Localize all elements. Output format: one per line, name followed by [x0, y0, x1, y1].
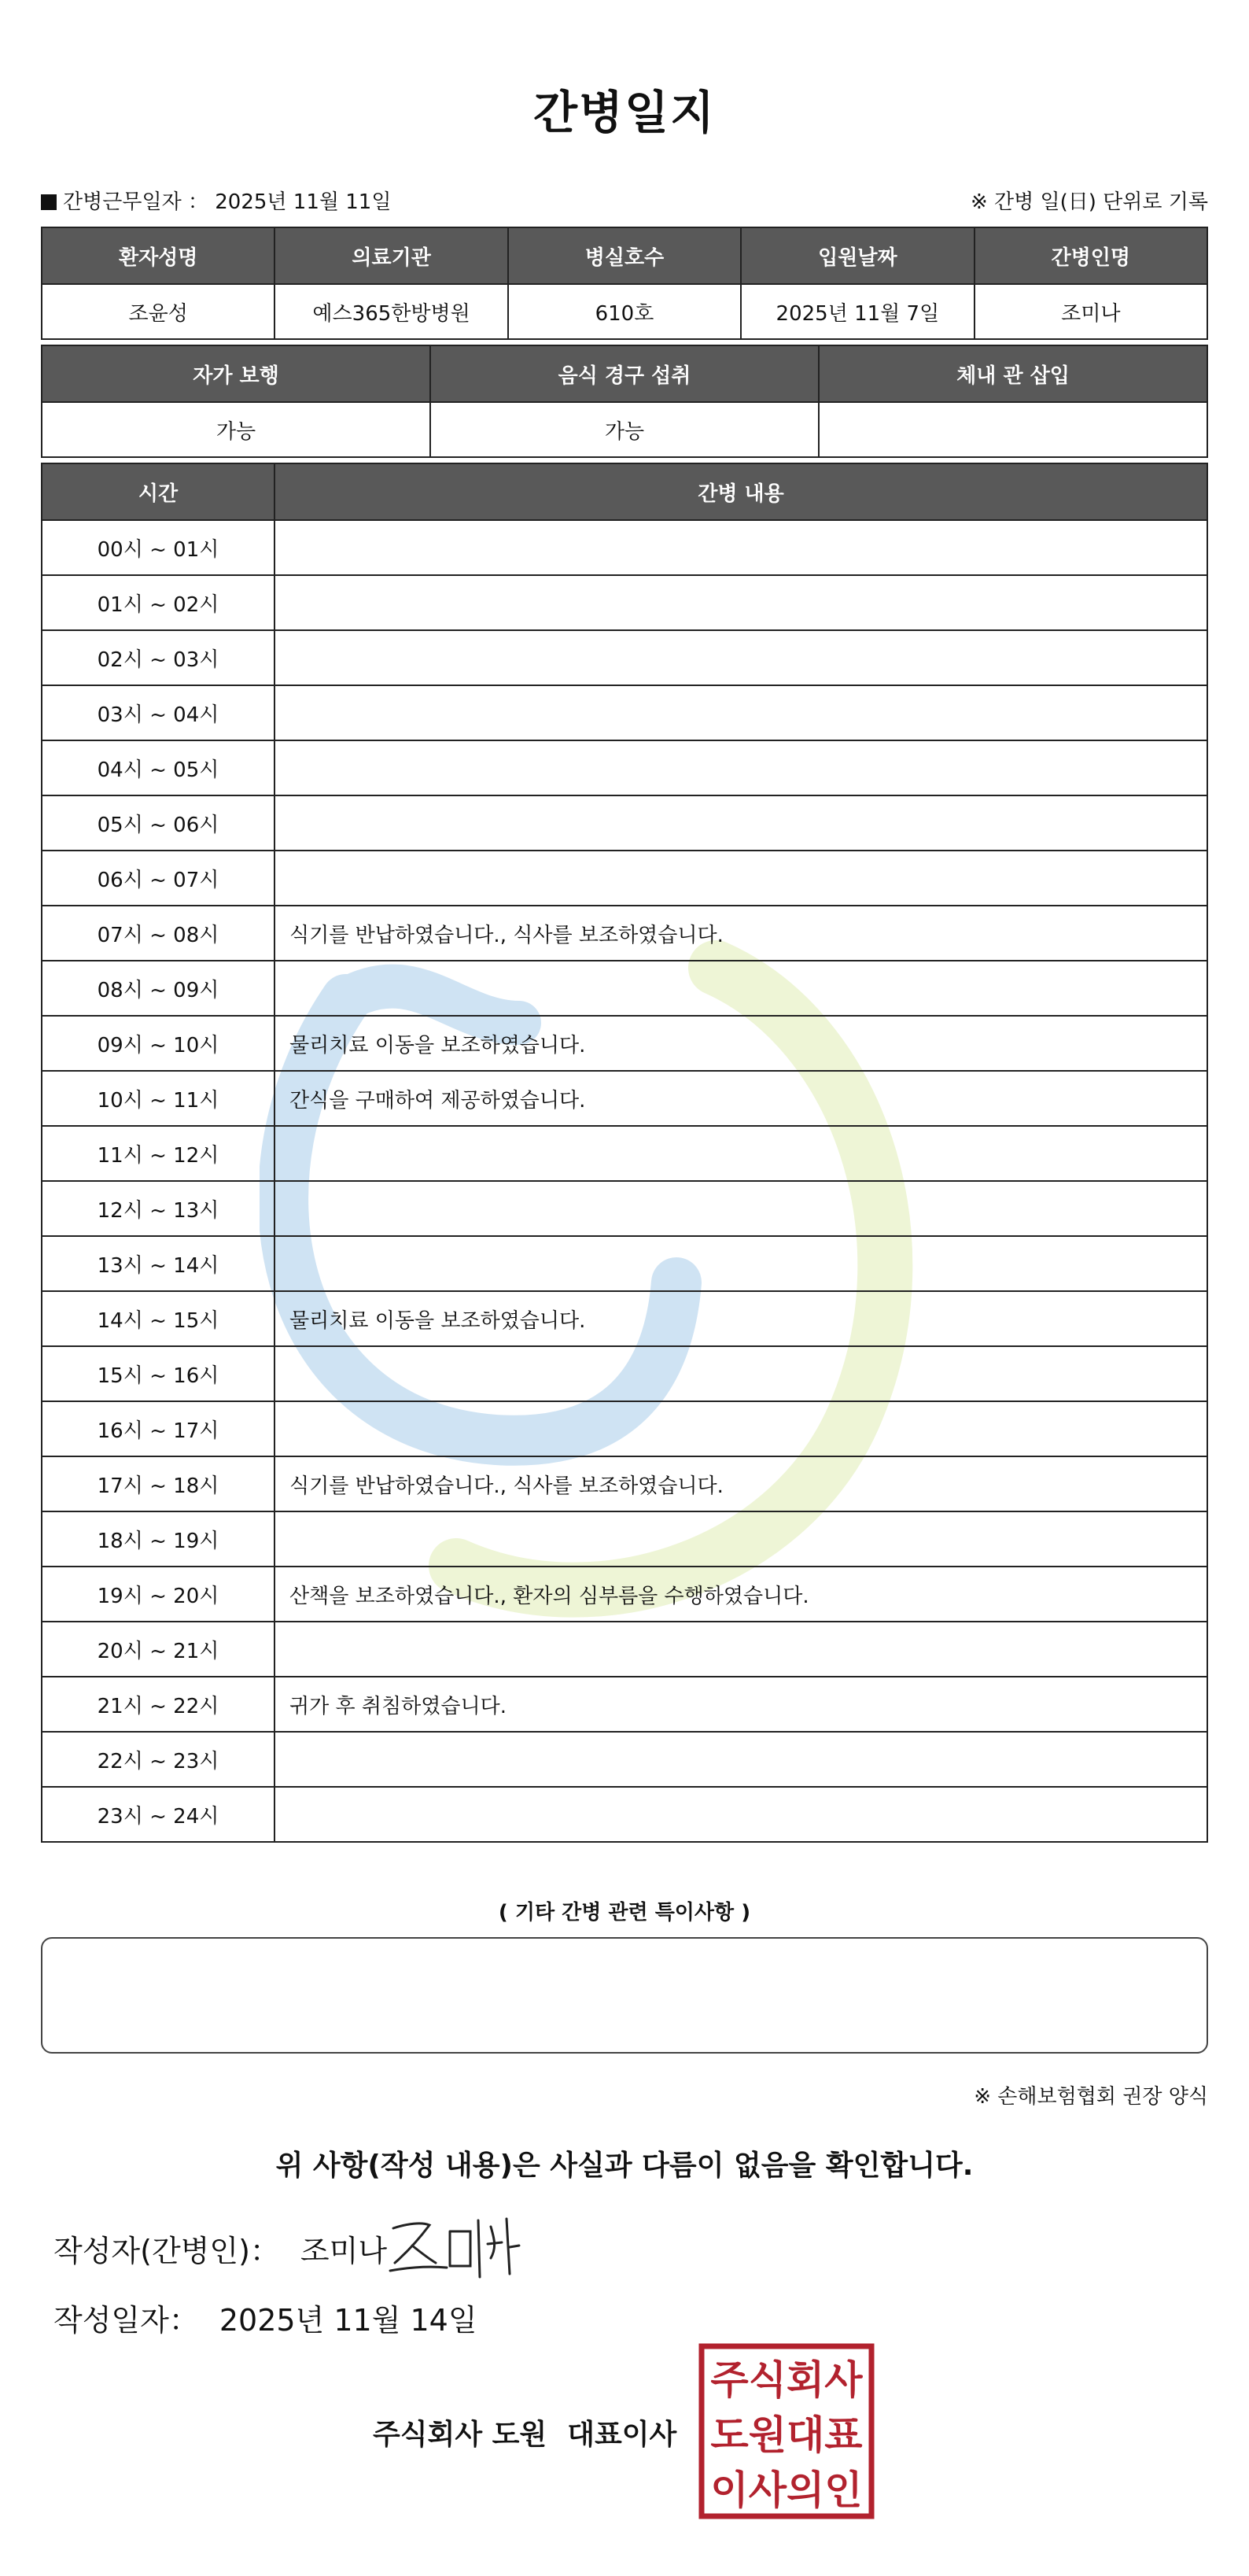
care-content-cell: 식기를 반납하였습니다., 식사를 보조하였습니다. [274, 1456, 1207, 1511]
special-notes-box [41, 1937, 1208, 2054]
table-row [42, 685, 1207, 740]
table-row [42, 851, 1207, 906]
log-header-row [42, 463, 1207, 520]
table-row [42, 1787, 1207, 1842]
care-content-cell [274, 1181, 1207, 1236]
company-line [373, 2412, 676, 2452]
table-row [42, 1346, 1207, 1401]
company-seal-stamp [698, 2343, 875, 2519]
header-oral-intake: 음식 경구 섭취 [430, 345, 819, 402]
time-cell: 09시 ~ 10시 [42, 1016, 274, 1071]
special-notes-title: ( 기타 간병 관련 특이사항 ) [498, 1901, 751, 1925]
company-name: 주식회사 도원 [373, 2419, 547, 2451]
care-content-cell [274, 1511, 1207, 1567]
time-cell: 10시 ~ 11시 [42, 1071, 274, 1126]
time-cell: 03시 ~ 04시 [42, 685, 274, 740]
time-cell: 05시 ~ 06시 [42, 795, 274, 851]
table-row [42, 1126, 1207, 1181]
value-self-walking: 가능 [42, 402, 430, 457]
header-time: 시간 [42, 463, 274, 520]
table-row [42, 795, 1207, 851]
author-value: 조미나 [300, 2234, 388, 2268]
seal-text-line: 도원대표 [710, 2412, 863, 2458]
table-row [42, 630, 1207, 685]
care-content-cell: 식기를 반납하였습니다., 식사를 보조하였습니다. [274, 906, 1207, 961]
time-cell: 15시 ~ 16시 [42, 1346, 274, 1401]
care-content-cell [274, 961, 1207, 1016]
value-admission-date: 2025년 11월 7일 [741, 284, 974, 339]
work-date-label: 간병근무일자 [63, 190, 182, 214]
seal-text-line: 주식회사 [710, 2357, 863, 2403]
time-cell: 23시 ~ 24시 [42, 1787, 274, 1842]
page-title: 간병일지 [532, 86, 717, 139]
square-bullet-icon [41, 194, 57, 210]
log-body [42, 520, 1207, 1842]
confirmation-statement: 위 사항(작성 내용)은 사실과 다름이 없음을 확인합니다. [275, 2150, 974, 2182]
table-row [42, 906, 1207, 961]
care-content-cell [274, 1732, 1207, 1787]
author-line [53, 2227, 387, 2270]
care-content-cell [274, 520, 1207, 575]
care-content-cell: 간식을 구매하여 제공하였습니다. [274, 1071, 1207, 1126]
hourly-care-log-table [41, 463, 1208, 1843]
header-caregiver-name: 간병인명 [975, 227, 1207, 284]
recommended-form-note: ※ 손해보험협회 권장 양식 [974, 2085, 1208, 2109]
table-row [42, 1071, 1207, 1126]
care-content-cell [274, 1126, 1207, 1181]
header-care-content: 간병 내용 [274, 463, 1207, 520]
care-content-cell [274, 1236, 1207, 1291]
time-cell: 07시 ~ 08시 [42, 906, 274, 961]
handwritten-signature [384, 2211, 525, 2282]
table-row [42, 1181, 1207, 1236]
care-content-cell: 물리치료 이동을 보조하였습니다. [274, 1016, 1207, 1071]
time-cell: 22시 ~ 23시 [42, 1732, 274, 1787]
table-row [42, 520, 1207, 575]
time-cell: 06시 ~ 07시 [42, 851, 274, 906]
work-date-separator: ： [187, 190, 208, 214]
care-content-cell [274, 795, 1207, 851]
header-room: 병실호수 [508, 227, 741, 284]
table-row [42, 1291, 1207, 1346]
care-content-cell [274, 1622, 1207, 1677]
work-date [41, 186, 391, 215]
value-tube-insertion [819, 402, 1207, 457]
representative-title: 대표이사 [567, 2419, 677, 2451]
value-oral-intake: 가능 [430, 402, 819, 457]
care-content-cell [274, 1346, 1207, 1401]
time-cell: 04시 ~ 05시 [42, 740, 274, 795]
patient-info-header-row [42, 227, 1207, 284]
care-content-cell [274, 851, 1207, 906]
table-row [42, 1567, 1207, 1622]
time-cell: 01시 ~ 02시 [42, 575, 274, 630]
written-date-value: 2025년 11월 14일 [219, 2303, 477, 2338]
seal-text-line: 이사의인 [710, 2467, 863, 2513]
header-admission-date: 입원날짜 [741, 227, 974, 284]
time-cell: 08시 ~ 09시 [42, 961, 274, 1016]
time-cell: 12시 ~ 13시 [42, 1181, 274, 1236]
table-row [42, 1622, 1207, 1677]
care-content-cell [274, 1787, 1207, 1842]
patient-info-value-row [42, 284, 1207, 339]
care-content-cell: 귀가 후 취침하였습니다. [274, 1677, 1207, 1732]
author-label: 작성자(간병인)： [53, 2234, 280, 2268]
time-cell: 17시 ~ 18시 [42, 1456, 274, 1511]
value-hospital: 예스365한방병원 [274, 284, 507, 339]
written-date-line [53, 2296, 477, 2339]
time-cell: 16시 ~ 17시 [42, 1401, 274, 1456]
time-cell: 21시 ~ 22시 [42, 1677, 274, 1732]
status-header-row [42, 345, 1207, 402]
care-content-cell: 산책을 보조하였습니다., 환자의 심부름을 수행하였습니다. [274, 1567, 1207, 1622]
care-content-cell [274, 630, 1207, 685]
table-row [42, 1456, 1207, 1511]
care-content-cell [274, 685, 1207, 740]
time-cell: 11시 ~ 12시 [42, 1126, 274, 1181]
time-cell: 19시 ~ 20시 [42, 1567, 274, 1622]
header-tube-insertion: 체내 관 삽입 [819, 345, 1207, 402]
table-row [42, 1016, 1207, 1071]
time-cell: 00시 ~ 01시 [42, 520, 274, 575]
work-date-value: 2025년 11월 11일 [215, 190, 392, 214]
time-cell: 18시 ~ 19시 [42, 1511, 274, 1567]
care-content-cell: 물리치료 이동을 보조하였습니다. [274, 1291, 1207, 1346]
table-row [42, 1401, 1207, 1456]
table-row [42, 1732, 1207, 1787]
table-row [42, 575, 1207, 630]
patient-status-table [41, 345, 1208, 458]
care-content-cell [274, 1401, 1207, 1456]
header-hospital: 의료기관 [274, 227, 507, 284]
header-patient-name: 환자성명 [42, 227, 274, 284]
care-content-cell [274, 740, 1207, 795]
time-cell: 20시 ~ 21시 [42, 1622, 274, 1677]
value-room: 610호 [508, 284, 741, 339]
table-row [42, 1236, 1207, 1291]
header-self-walking: 자가 보행 [42, 345, 430, 402]
care-content-cell [274, 575, 1207, 630]
table-row [42, 1677, 1207, 1732]
patient-info-table [41, 227, 1208, 340]
written-date-label: 작성일자： [53, 2303, 199, 2338]
table-row [42, 961, 1207, 1016]
time-cell: 02시 ~ 03시 [42, 630, 274, 685]
value-patient-name: 조윤성 [42, 284, 274, 339]
table-row [42, 740, 1207, 795]
daily-record-note: ※ 간병 일(日) 단위로 기록 [970, 190, 1208, 214]
value-caregiver-name: 조미나 [975, 284, 1207, 339]
time-cell: 14시 ~ 15시 [42, 1291, 274, 1346]
table-row [42, 1511, 1207, 1567]
status-value-row [42, 402, 1207, 457]
time-cell: 13시 ~ 14시 [42, 1236, 274, 1291]
